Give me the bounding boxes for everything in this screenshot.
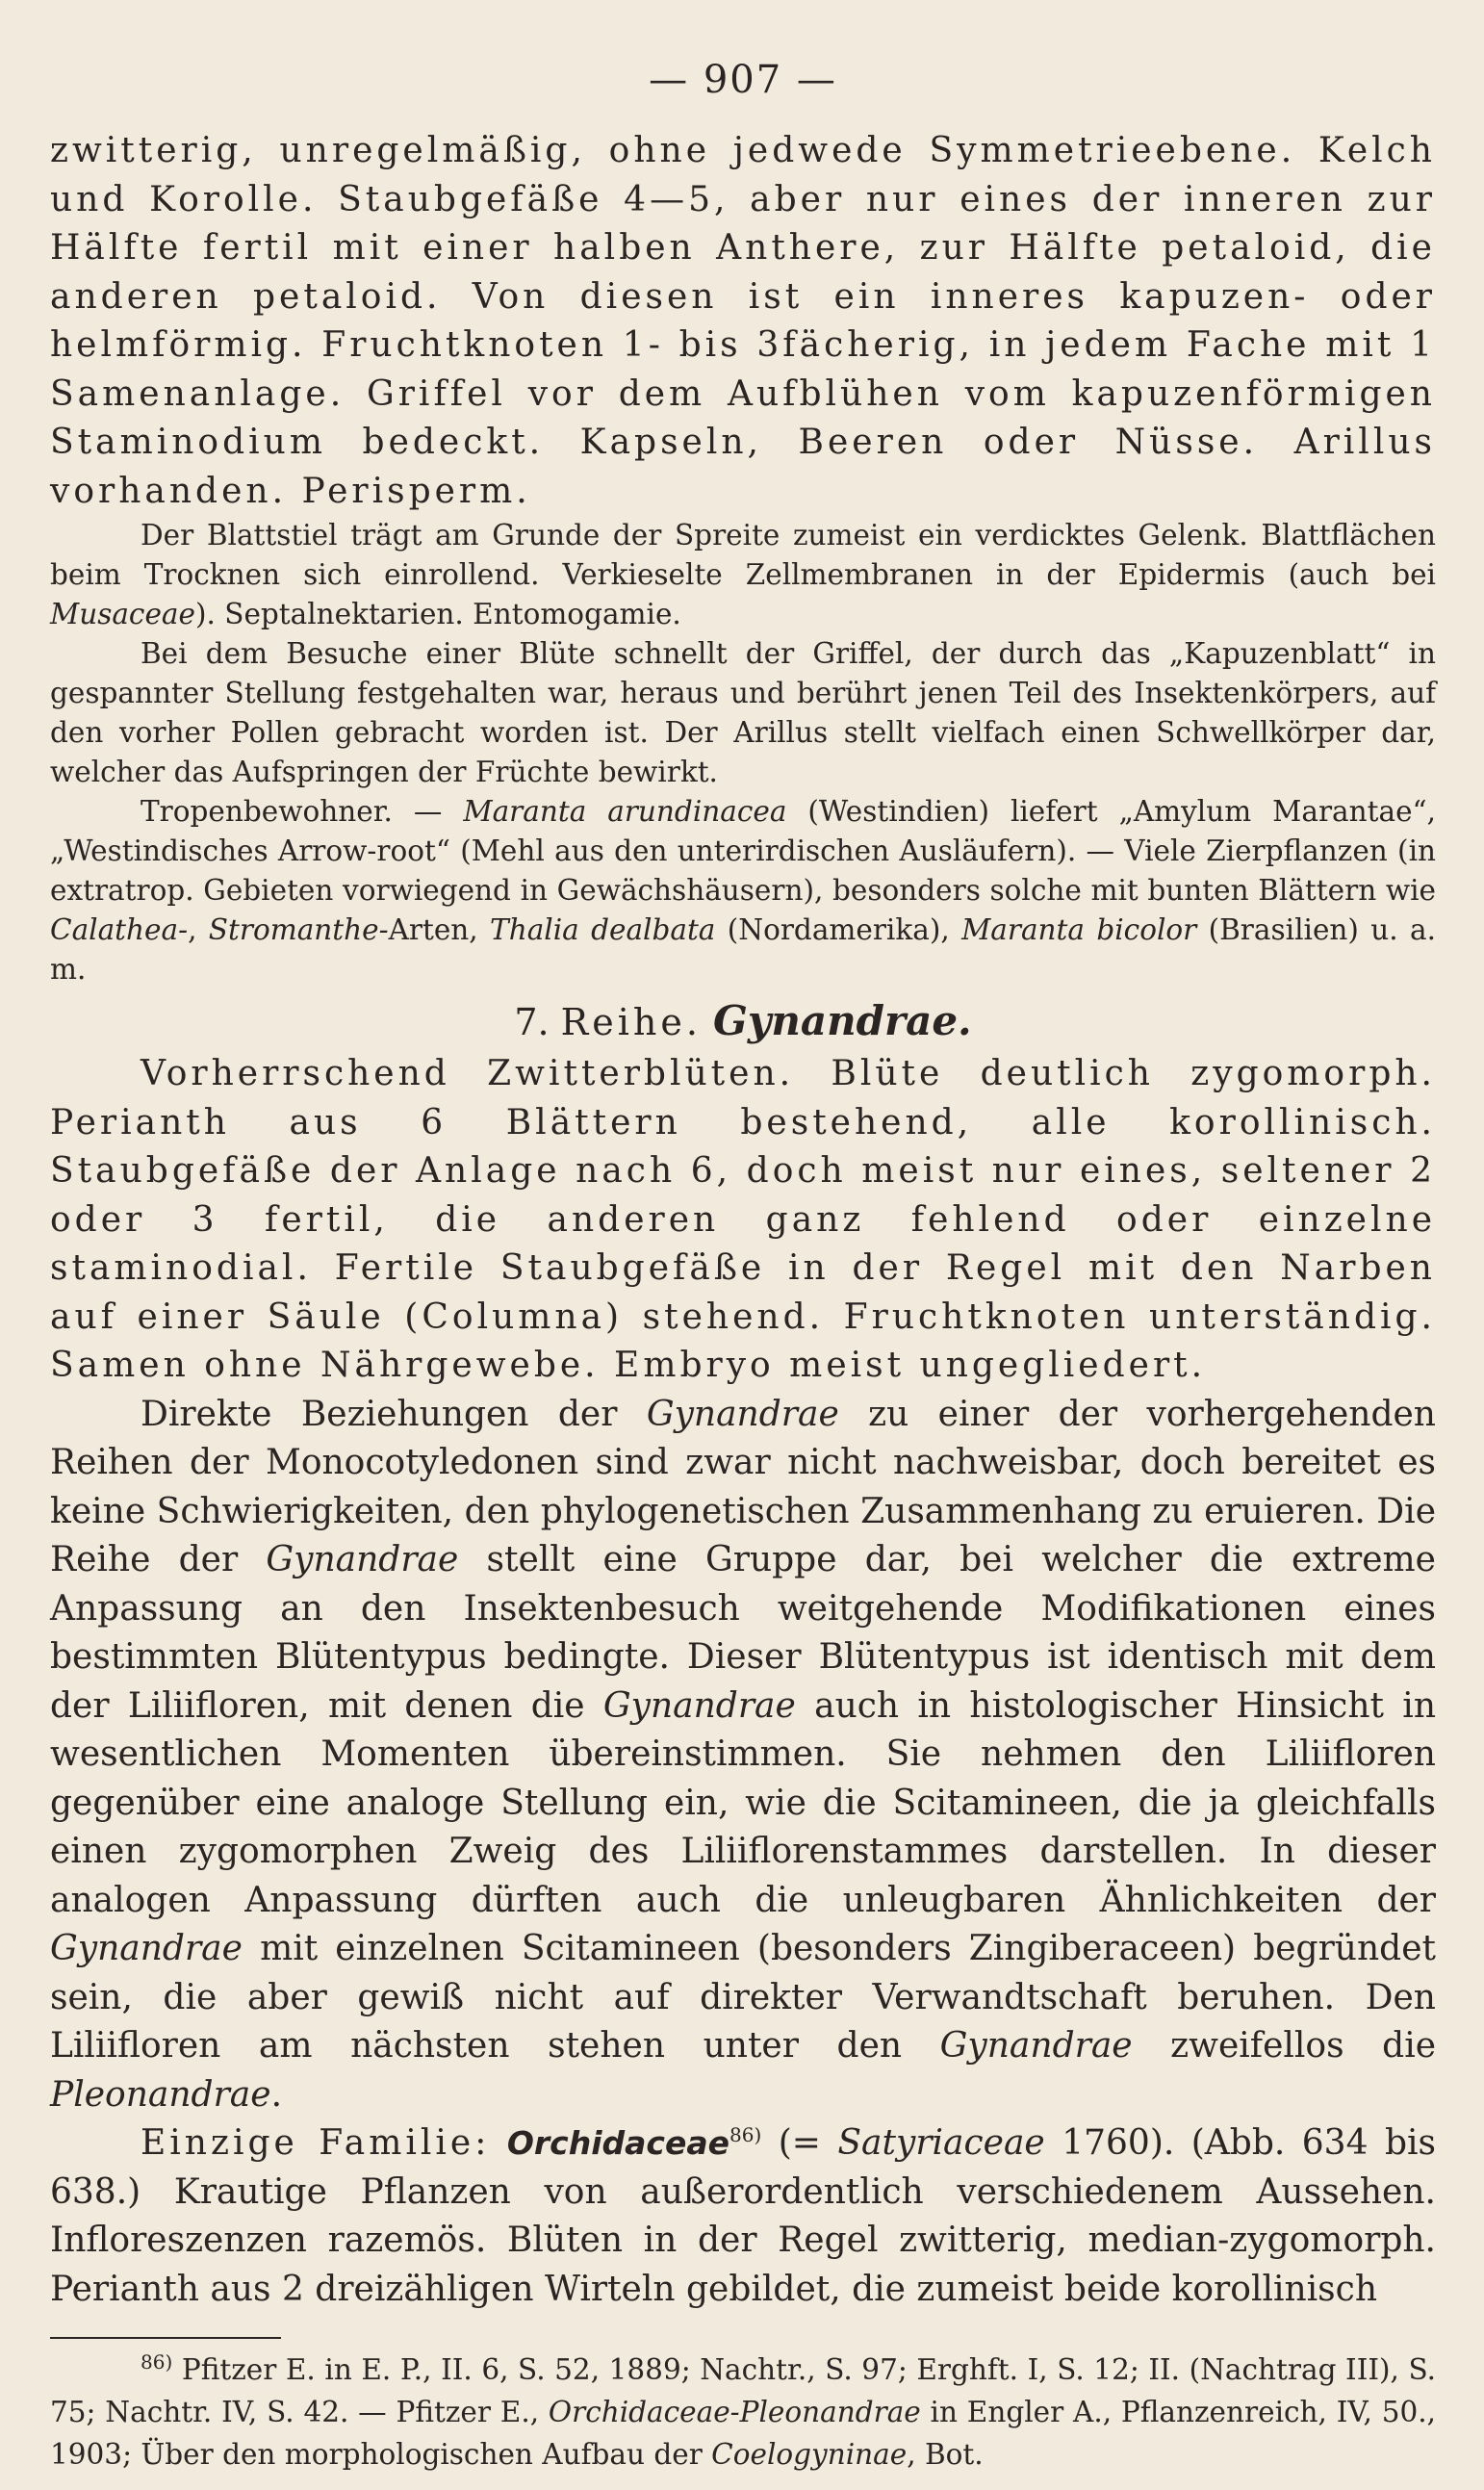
text: (Brasilien) u. a. m. [50,913,1436,986]
text: 1760). (Abb. 634 bis 638.) Krautige Pflanzen von außerordentlich verschiedenem Aussehen. Infloreszenzen razemös. Blüten in der Regel zwitterig, median-zygomorph. Perianth aus 2 dreizähligen Wirteln gebildet, die zumeist beide korollinisch [50,2123,1436,2309]
text: , [188,913,209,946]
taxon-name: Musaceae [50,598,195,630]
text: Vorherrschend Zwitterblüten. Blüte deutlich zygomorph. Perianth aus 6 Blättern bestehend, alle korollinisch. Staubgefäße der Anlage nach 6, doch meist nur eines, seltener 2 oder 3 fertil, die anderen ganz fehlend oder einzelne staminodial. Fertile Staubgefäße in der Regel mit den Narben auf einer Säule (Columna) stehend. Fruchtknoten unterständig. Samen ohne Nährgewebe. Embryo meist ungegliedert. [50,1054,1436,1385]
footnote-mark: 86) [141,2350,173,2374]
text: auch in histologischer Hinsicht in wesentlichen Momenten übereinstimmen. Sie nehmen den Liliifloren gegenüber eine analoge Stellung ein, wie die Scitamineen, die ja gleichfalls einen zygomorphen Zweig des Liliiflorenstammes darstellen. In dieser analogen Anpassung dürften auch die unleugbaren Ähnlichkeiten der [50,1685,1436,1920]
page-number: — 907 — [649,58,837,102]
section-heading [50,995,1436,1048]
family-name: Orchidaceae [506,2124,730,2162]
text: zu einer der vorhergehenden Reihen der Monocotyledonen sind zwar nicht nachweisbar, doch bereitet es keine Schwierigkeiten, den phylogenetischen Zusammenhang zu eruieren. Die Reihe der [50,1394,1436,1579]
taxon-name: Maranta arundinacea [463,795,787,828]
text: Arten, [388,913,491,946]
page [50,58,1436,2476]
paragraph-scitamineae-description [50,127,1436,516]
small-paragraph-distribution [50,792,1436,989]
text: Pfitzer E. in E. P., II. 6, S. 52, 1889; Nachtr., S. 97; Erghft. I, S. 12; II. (Nachtrag III), S. 75; Nachtr. IV, S. 42. — Pfitzer E., [50,2353,1436,2428]
text: , Bot. [907,2438,984,2471]
footnote [50,2349,1436,2476]
text: (Westindien) liefert „Amylum Marantae“, „Westindisches Arrow-root“ (Mehl aus den unterirdischen Ausläufern). — Viele Zierpflanzen (in extratrop. Gebieten vorwiegend in Gewächshäusern), besonders solche mit bunten Blättern wie [50,795,1437,907]
heading-number: 7. [514,1001,561,1043]
taxon-name: Gynandrae [939,2026,1133,2066]
family-label: Einzige Familie: [141,2123,491,2163]
paragraph-orchidaceae [50,2119,1436,2314]
taxon-name: Calathea- [50,913,189,946]
taxon-name: Gynandrae [602,1685,796,1726]
text: ). Septalnektarien. Entomogamie. [194,598,681,630]
taxon-name: Stromanthe- [208,913,389,946]
heading-label: Reihe. [560,1001,702,1043]
text: (= [761,2123,838,2163]
small-paragraph-pollination [50,634,1436,792]
taxon-name: Gynandrae [646,1394,839,1434]
footnote-reference: 86) [729,2123,762,2146]
taxon-name: Maranta bicolor [961,913,1197,946]
paragraph-gynandrae-phylogeny [50,1391,1436,2120]
taxon-name: Gynandrae [50,1929,243,1968]
taxon-name: Pleonandrae [50,2074,271,2115]
taxon-name: Gynandrae [266,1540,459,1579]
footnote-divider [50,2337,281,2339]
taxon-name: Orchidaceae-Pleonandrae [548,2396,921,2428]
text: Der Blattstiel trägt am Grunde der Spreite zumeist ein verdicktes Gelenk. Blattflächen beim Trocknen sich einrollend. Verkieselte Zellmembranen in der Epidermis (auch bei [50,519,1436,591]
text: in Engler A., Pflanzenreich, IV, 50., 1903; Über den morphologischen Aufbau der [50,2396,1436,2471]
taxon-name: Satyriaceae [837,2123,1045,2163]
text: Bei dem Besuche einer Blüte schnellt der Griffel, der durch das „Kapuzenblatt“ in gespannter Stellung festgehalten war, heraus und berührt jenen Teil des Insektenkörpers, auf den vorher Pollen gebracht worden ist. Der Arillus stellt vielfach einen Schwellkörper dar, welcher das Aufspringen der Früchte bewirkt. [50,637,1436,788]
text: mit einzelnen Scitamineen (besonders Zingiberaceen) begründet sein, die aber gewiß nicht auf direkter Verwandtschaft beruhen. Den Liliifloren am nächsten stehen unter den [50,1929,1436,2066]
taxon-name: Thalia dealbata [490,913,716,946]
heading-title: Gynandrae. [713,997,972,1044]
taxon-name: Coelogyninae [711,2438,908,2471]
text: Tropenbewohner. — [141,795,464,828]
text: (Nordamerika), [715,913,962,946]
paragraph-gynandrae-description [50,1050,1436,1391]
text: . [270,2074,283,2115]
text: zwitterig, unregelmäßig, ohne jedwede Symmetrieebene. Kelch und Korolle. Staubgefäße 4—5, aber nur eines der inneren zur Hälfte fertil mit einer halben Anthere, zur Hälfte petaloid, die anderen petaloid. Von diesen ist ein inneres kapuzen- oder helmförmig. Fruchtknoten 1- bis 3fächerig, in jedem Fache mit 1 Samenanlage. Griffel vor dem Aufblühen vom kapuzenförmigen Staminodium bedeckt. Kapseln, Beeren oder Nüsse. Arillus vorhanden. Perisperm. [50,131,1436,511]
text: Direkte Beziehungen der [141,1394,647,1434]
small-paragraph-anatomy [50,516,1436,634]
text: stellt eine Gruppe dar, bei welcher die extreme Anpassung an den Insektenbesuch weitgehende Modifikationen eines bestimmten Blütentypus bedingte. Dieser Blütentypus ist identisch mit dem der Liliifloren, mit denen die [50,1540,1436,1726]
text: zweifellos die [1132,2026,1437,2066]
